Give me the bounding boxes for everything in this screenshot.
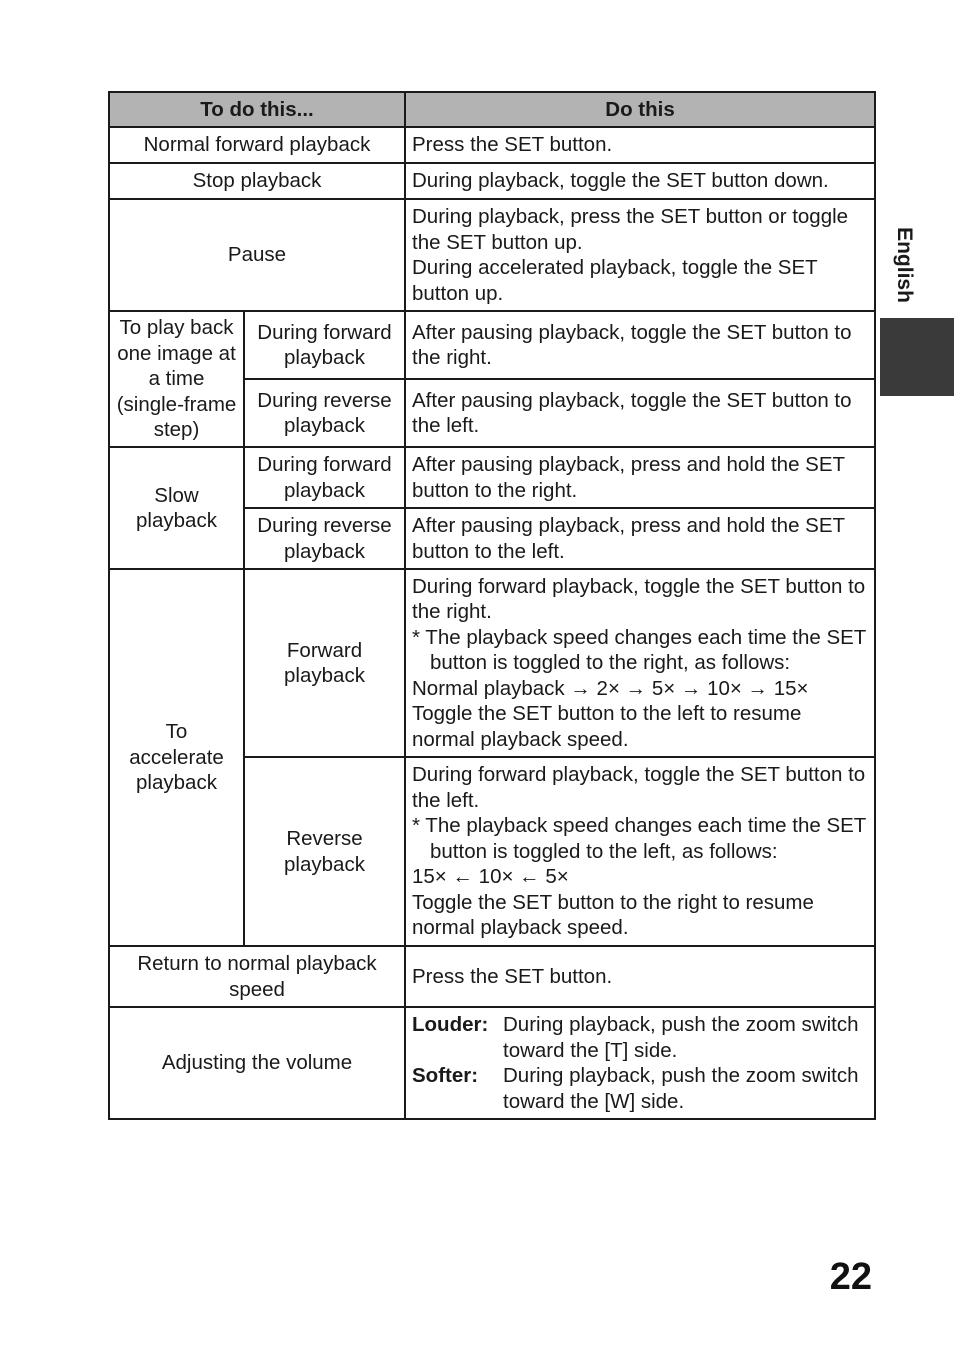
table-row <box>109 127 875 163</box>
header-do-this: Do this <box>405 92 875 127</box>
table-row <box>109 569 875 757</box>
section-tab-marker <box>880 318 954 396</box>
volume-softer <box>412 1063 868 1114</box>
group-cell-accelerate: To accelerate playback <box>109 569 244 946</box>
speed-sequence: 15× ← 10× ← 5× <box>412 865 569 889</box>
table-row <box>109 311 875 379</box>
table-row <box>109 447 875 508</box>
volume-louder <box>412 1012 868 1063</box>
action-cell: Return to normal playback speed <box>109 946 405 1007</box>
instruction-cell: Press the SET button. <box>405 946 875 1007</box>
table-row <box>109 199 875 311</box>
louder-text: During playback, push the zoom switch toward the [T] side. <box>503 1013 859 1062</box>
instruction-line: During forward playback, toggle the SET button to the right. <box>412 574 866 624</box>
subaction-cell: During forward playback <box>244 311 405 379</box>
instruction-cell: After pausing playback, press and hold the SET button to the right. <box>405 447 875 508</box>
softer-label: Softer: <box>412 1064 479 1087</box>
language-tab-label: English <box>893 227 916 303</box>
louder-label: Louder: <box>412 1013 489 1036</box>
instruction-cell: Press the SET button. <box>405 127 875 163</box>
action-cell: Stop playback <box>109 163 405 199</box>
instruction-note: * The playback speed changes each time the SET button is toggled to the left, as follows: <box>412 814 866 863</box>
page-number: 22 <box>829 1256 872 1298</box>
language-tab <box>886 218 922 312</box>
action-cell: Adjusting the volume <box>109 1007 405 1119</box>
instruction-cell <box>405 757 875 946</box>
table-row <box>109 946 875 1007</box>
instruction-cell <box>405 569 875 757</box>
instruction-cell: After pausing playback, toggle the SET button to the left. <box>405 379 875 447</box>
subaction-cell: During reverse playback <box>244 508 405 569</box>
action-cell: Pause <box>109 199 405 311</box>
instruction-note: * The playback speed changes each time the SET button is toggled to the right, as follows: <box>412 625 866 675</box>
subaction-cell: During forward playback <box>244 447 405 508</box>
speed-sequence: Normal playback → 2× → 5× → 10× → 15× <box>412 676 809 700</box>
action-cell: Normal forward playback <box>109 127 405 163</box>
instruction-line: During forward playback, toggle the SET button to the left. <box>412 763 866 812</box>
group-cell-slow: Slow playback <box>109 447 244 569</box>
instruction-cell <box>405 1007 875 1119</box>
header-to-do-this: To do this... <box>109 92 405 127</box>
instruction-line: Toggle the SET button to the right to resume normal playback speed. <box>412 890 814 940</box>
instruction-cell: After pausing playback, press and hold the SET button to the left. <box>405 508 875 569</box>
subaction-cell: During reverse playback <box>244 379 405 447</box>
table-row <box>109 1007 875 1119</box>
instruction-cell: After pausing playback, toggle the SET button to the right. <box>405 311 875 379</box>
instruction-cell <box>405 199 875 311</box>
instruction-line: During accelerated playback, toggle the SET button up. <box>412 256 818 305</box>
instruction-line: Toggle the SET button to the left to resume normal playback speed. <box>412 702 802 751</box>
table-row <box>109 163 875 199</box>
table-header-row <box>109 92 875 127</box>
group-cell-single-step: To play back one image at a time (single-frame step) <box>109 311 244 447</box>
softer-text: During playback, push the zoom switch toward the [W] side. <box>503 1064 859 1113</box>
instruction-line: During playback, press the SET button or toggle the SET button up. <box>412 205 849 254</box>
instruction-cell: During playback, toggle the SET button down. <box>405 163 875 199</box>
subaction-cell: Reverse playback <box>244 757 405 946</box>
playback-controls-table <box>108 91 876 1120</box>
subaction-cell: Forward playback <box>244 569 405 757</box>
